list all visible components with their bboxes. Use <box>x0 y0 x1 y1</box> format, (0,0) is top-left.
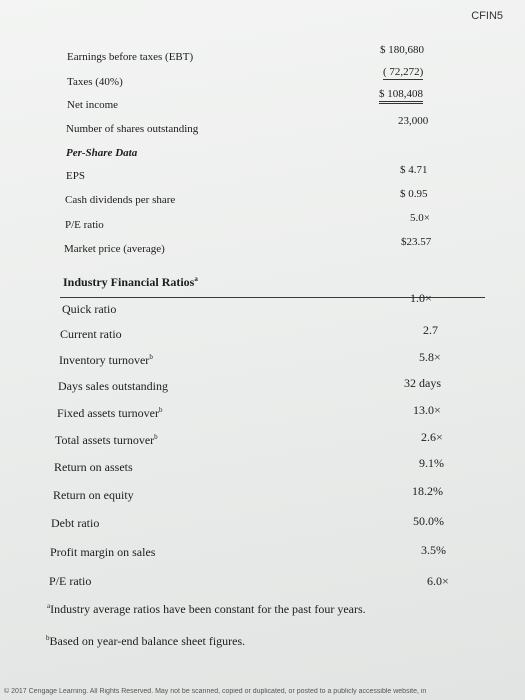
footnote-a-text: Industry average ratios have been constant for the past four years. <box>50 602 366 616</box>
roe-label: Return on equity <box>53 488 134 502</box>
market-price-value: $23.57 <box>401 236 432 248</box>
debt-ratio-value: 50.0% <box>413 514 444 528</box>
ebt-label: Earnings before taxes (EBT) <box>67 51 194 63</box>
fixed-assets-turnover-label <box>57 406 162 421</box>
net-income-label: Net income <box>67 99 119 111</box>
industry-title <box>63 275 198 290</box>
dso-label: Days sales outstanding <box>58 379 168 393</box>
footnote-b-marker: b <box>46 634 50 642</box>
roa-value: 9.1% <box>419 456 444 470</box>
dso-value: 32 days <box>404 376 441 390</box>
industry-pe-value: 6.0× <box>427 574 449 588</box>
fixed-assets-turnover-text: Fixed assets turnover <box>57 406 159 420</box>
total-assets-turnover-label <box>55 433 158 448</box>
inventory-turnover-value: 5.8× <box>419 350 441 364</box>
footnote-marker-a: a <box>194 275 198 283</box>
net-income-value: $ 108,408 <box>379 88 423 104</box>
profit-margin-value: 3.5% <box>421 543 446 557</box>
roe-value: 18.2% <box>412 484 443 498</box>
total-assets-turnover-text: Total assets turnover <box>55 433 155 447</box>
taxes-label: Taxes (40%) <box>67 76 123 88</box>
eps-value: $ 4.71 <box>400 164 428 176</box>
current-ratio-value: 2.7 <box>423 323 438 337</box>
market-price-label: Market price (average) <box>64 243 165 255</box>
shares-value: 23,000 <box>398 115 429 127</box>
profit-margin-label: Profit margin on sales <box>50 545 156 559</box>
industry-pe-label: P/E ratio <box>49 574 92 588</box>
industry-title-text: Industry Financial Ratios <box>63 275 195 289</box>
quick-ratio-label: Quick ratio <box>62 302 117 316</box>
footnote-marker-b: b <box>149 353 153 361</box>
eps-label: EPS <box>66 170 85 182</box>
per-share-title: Per-Share Data <box>66 147 138 159</box>
taxes-value: ( 72,272) <box>383 66 424 78</box>
page-code: CFIN5 <box>471 10 503 22</box>
ebt-value: $ 180,680 <box>380 44 424 56</box>
inventory-turnover-text: Inventory turnover <box>59 353 150 367</box>
pe-ratio-value: 5.0× <box>410 212 430 224</box>
footnote-b-text: Based on year-end balance sheet figures. <box>49 634 246 648</box>
footnote-marker-b: b <box>158 406 163 414</box>
debt-ratio-label: Debt ratio <box>51 516 100 530</box>
footnote-marker-b: b <box>154 433 158 441</box>
copyright-footer: © 2017 Cengage Learning. All Rights Reserved. May not be scanned, copied or duplicated, or posted to a publicly accessible website, in <box>4 688 427 695</box>
footnote-a <box>47 602 366 617</box>
dividends-value: $ 0.95 <box>400 188 428 200</box>
current-ratio-label: Current ratio <box>60 327 122 341</box>
shares-label: Number of shares outstanding <box>66 123 199 135</box>
pe-ratio-label: P/E ratio <box>65 219 104 231</box>
roa-label: Return on assets <box>54 460 133 474</box>
quick-ratio-value: 1.0× <box>410 291 432 305</box>
dividends-label: Cash dividends per share <box>65 194 176 206</box>
fixed-assets-turnover-value: 13.0× <box>413 403 441 417</box>
total-assets-turnover-value: 2.6× <box>421 430 443 444</box>
footnote-b <box>46 634 245 649</box>
inventory-turnover-label <box>59 353 153 368</box>
footnote-a-marker: a <box>47 602 51 610</box>
